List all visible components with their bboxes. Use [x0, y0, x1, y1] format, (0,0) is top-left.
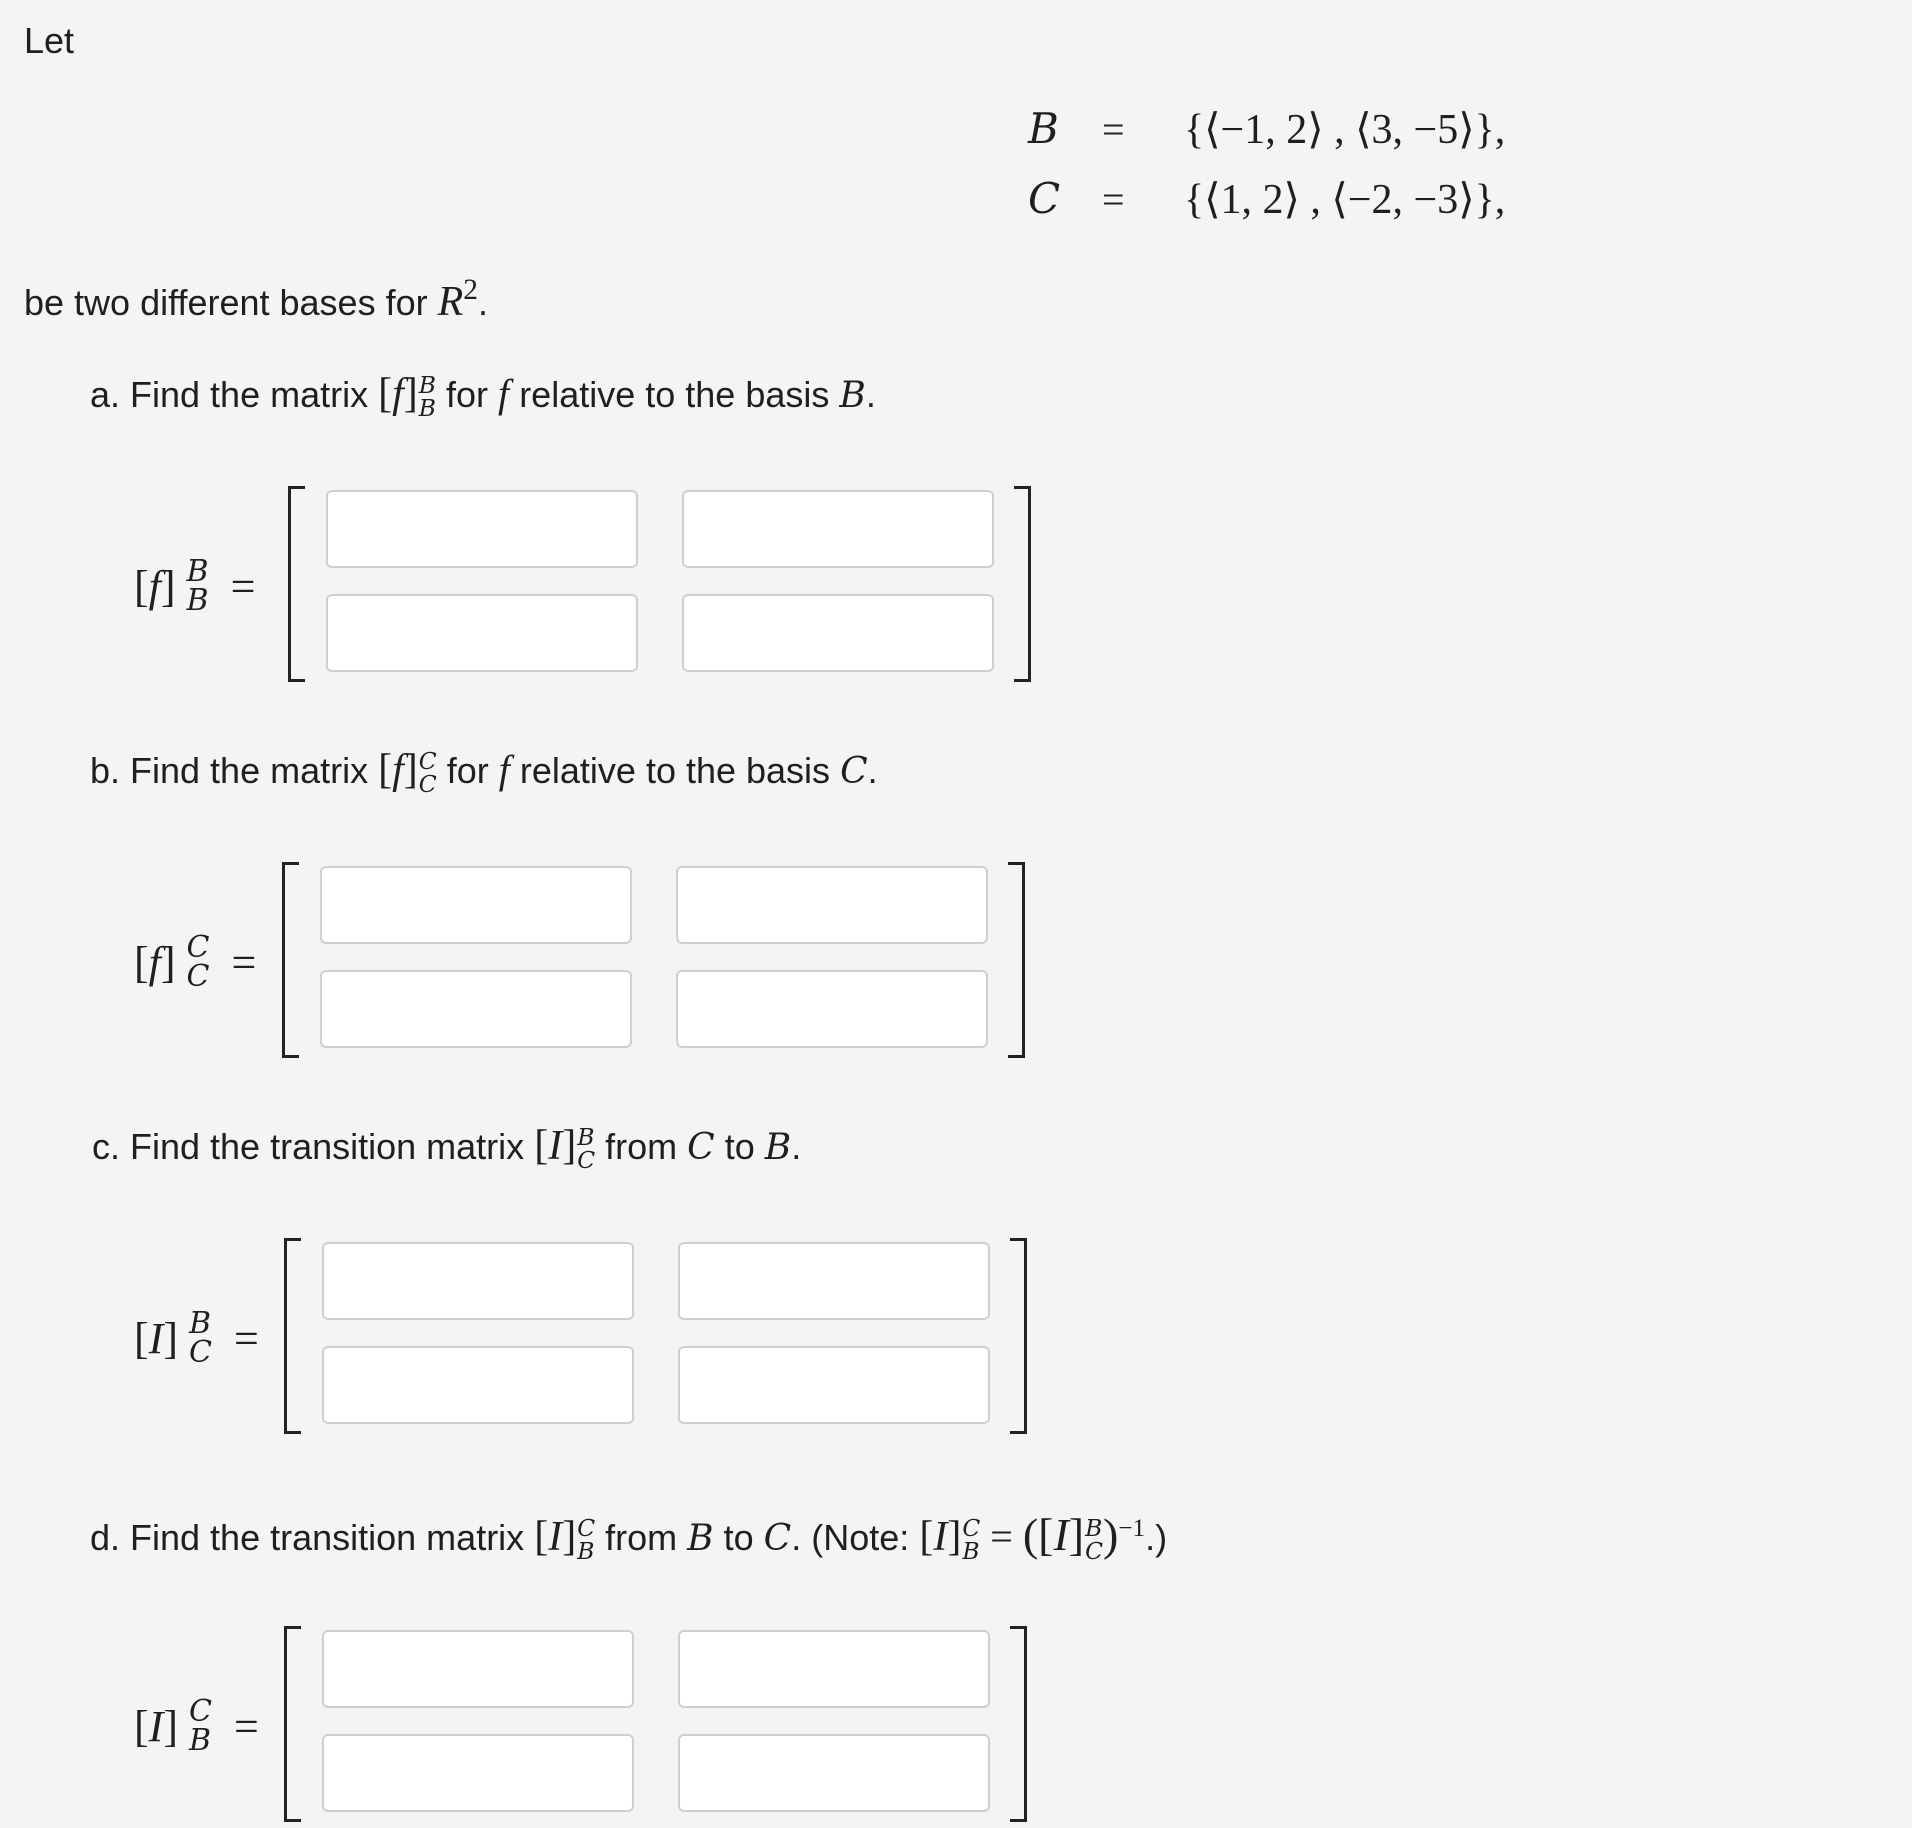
part-c-left-bracket: [284, 1238, 301, 1434]
part-d-from-basis: B: [687, 1518, 714, 1559]
part-a-cell-r2c1[interactable]: [326, 594, 638, 672]
part-b-label-sup: C: [186, 930, 210, 965]
part-a-sup: B: [418, 371, 436, 400]
part-a-cell-r2c2[interactable]: [682, 594, 994, 672]
part-a-cell-r1c1[interactable]: [326, 490, 638, 568]
part-b-after: relative to the basis: [519, 750, 831, 791]
part-d-label-eq: =: [233, 1702, 259, 1751]
part-b-cell-r2c1[interactable]: [320, 970, 632, 1048]
part-b-prefix: b. Find the matrix: [90, 750, 369, 791]
part-c-prefix: c. Find the transition matrix: [92, 1126, 525, 1167]
basis-c-value: {⟨1, 2⟩ , ⟨−2, −3⟩},: [1184, 177, 1506, 223]
part-c-right-bracket: [1010, 1238, 1027, 1434]
part-b-right-bracket: [1008, 862, 1025, 1058]
part-b-mat: f: [392, 747, 404, 793]
part-b-cell-r1c1[interactable]: [320, 866, 632, 944]
part-a-label-sup: B: [186, 554, 209, 589]
part-a-label-mat: f: [148, 562, 161, 611]
part-c-end: .: [791, 1126, 802, 1167]
part-c-cell-r1c2[interactable]: [678, 1242, 990, 1320]
part-d-sup: C: [577, 1514, 596, 1543]
part-b-fn: f: [498, 747, 510, 792]
part-a-basis: B: [839, 375, 866, 416]
basis-c-symbol: C: [1028, 174, 1061, 223]
part-a-right-bracket: [1014, 486, 1031, 682]
part-c-cell-r2c1[interactable]: [322, 1346, 634, 1424]
part-c-sub: C: [577, 1146, 596, 1175]
part-b-left-bracket: [282, 862, 299, 1058]
part-a-mat: f: [392, 371, 404, 417]
part-b-label-mat: f: [148, 938, 161, 987]
part-c-from-basis: C: [687, 1127, 715, 1168]
part-d-inv-sup: B: [1085, 1514, 1103, 1543]
part-c-to: to: [724, 1126, 755, 1167]
part-d-note-mat: I: [933, 1514, 948, 1560]
intro-let: Let: [24, 20, 75, 61]
intro-period: .: [477, 282, 488, 324]
part-d-label-mat: I: [148, 1702, 164, 1751]
intro-bases-sentence: [24, 274, 488, 326]
part-c-from: from: [605, 1126, 678, 1167]
part-c-sup: B: [577, 1123, 595, 1152]
part-d-prefix: d. Find the transition matrix: [90, 1517, 525, 1558]
part-d-left-bracket: [284, 1626, 301, 1822]
part-d-note-eq: =: [990, 1514, 1013, 1559]
part-d-note-open: (Note:: [811, 1517, 910, 1558]
part-d-note-sub: B: [962, 1537, 980, 1566]
part-d-note-sup: C: [962, 1514, 981, 1543]
basis-b-symbol: B: [1028, 104, 1059, 153]
part-a-label-sub: B: [186, 582, 209, 618]
part-b-middle: for: [446, 750, 489, 791]
part-c-label-eq: =: [233, 1314, 259, 1363]
part-b-sup: C: [418, 747, 437, 776]
part-d-cell-r1c1[interactable]: [322, 1630, 634, 1708]
part-a-middle: for: [446, 374, 489, 415]
part-b-cell-r1c2[interactable]: [676, 866, 988, 944]
part-d-cell-r2c1[interactable]: [322, 1734, 634, 1812]
part-c-label-sup: B: [188, 1306, 212, 1341]
part-b-label: [f] C C =: [134, 930, 257, 994]
part-d-mat: I: [548, 1514, 563, 1560]
part-a-label-eq: =: [230, 562, 256, 611]
part-c-label-mat: I: [148, 1314, 164, 1363]
part-d-label-sup: C: [188, 1694, 212, 1729]
part-a-cell-r1c2[interactable]: [682, 490, 994, 568]
part-b-label-eq: =: [231, 938, 257, 987]
part-d-inv-mat: I: [1053, 1509, 1069, 1560]
part-d-from: from: [605, 1517, 678, 1558]
part-b-label-sub: C: [186, 958, 210, 994]
part-c-cell-r2c2[interactable]: [678, 1346, 990, 1424]
part-b-basis: C: [840, 751, 868, 792]
part-c-prompt: c. Find the transition matrix [I] B C from C to B.: [92, 1123, 802, 1175]
part-b-end: .: [867, 750, 878, 791]
part-c-label: [I] B C =: [134, 1306, 259, 1370]
part-a-end: .: [865, 374, 876, 415]
part-d-to: to: [723, 1517, 754, 1558]
part-d-right-bracket: [1010, 1626, 1027, 1822]
part-a-prompt: a. Find the matrix [f] B B for f relative to the basis B.: [90, 371, 876, 423]
part-a-sub: B: [418, 394, 436, 423]
part-a-after: relative to the basis: [519, 374, 830, 415]
part-a-fn: f: [498, 371, 510, 416]
space-exponent: 2: [463, 274, 478, 306]
part-d-label-sub: B: [188, 1722, 212, 1758]
part-b-prompt: b. Find the matrix [f] C C for f relative to the basis C.: [90, 747, 878, 799]
basis-c-equals: =: [1102, 177, 1125, 222]
part-a-label: [f] B B =: [134, 554, 256, 618]
part-c-to-basis: B: [764, 1127, 792, 1168]
part-d-end: .: [791, 1517, 802, 1558]
part-d-sub: B: [577, 1537, 595, 1566]
basis-b-value: {⟨−1, 2⟩ , ⟨3, −5⟩},: [1184, 107, 1506, 153]
part-d-label: [I] C B =: [134, 1694, 259, 1758]
basis-b-equals: =: [1102, 107, 1125, 152]
part-d-to-basis: C: [763, 1518, 792, 1559]
intro-bases-text: be two different bases for: [24, 282, 428, 324]
part-d-inv-exp: −1: [1118, 1515, 1146, 1543]
part-c-label-sub: C: [188, 1334, 212, 1370]
space-symbol: R: [437, 279, 464, 326]
part-d-note-close: .): [1145, 1517, 1168, 1558]
part-c-mat: I: [548, 1123, 563, 1169]
part-c-cell-r1c1[interactable]: [322, 1242, 634, 1320]
part-d-cell-r2c2[interactable]: [678, 1734, 990, 1812]
part-d-inv-sub: C: [1085, 1537, 1104, 1566]
part-b-sub: C: [418, 770, 437, 799]
part-a-prefix: a. Find the matrix: [90, 374, 369, 415]
part-a-left-bracket: [288, 486, 305, 682]
part-b-cell-r2c2[interactable]: [676, 970, 988, 1048]
part-d-cell-r1c2[interactable]: [678, 1630, 990, 1708]
part-d-prompt: d. Find the transition matrix [I] C B from B to C. (Note: [I] C B = ([I] B C )$^{-1}$.): [90, 1509, 1168, 1566]
